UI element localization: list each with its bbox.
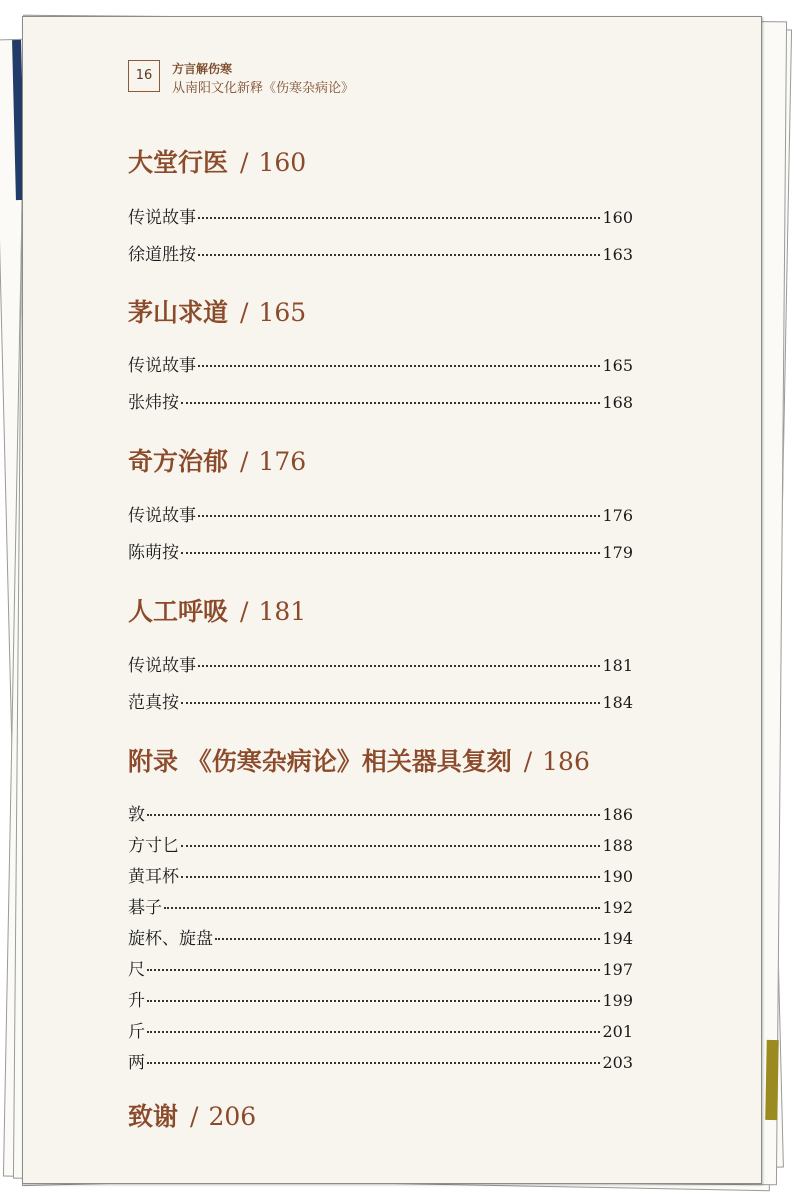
toc-entry[interactable]: 斤 201	[128, 1022, 633, 1042]
dot-leader	[181, 845, 600, 847]
dot-leader	[164, 907, 600, 909]
toc-entry[interactable]: 徐道胜按 163	[128, 245, 633, 265]
toc-entry[interactable]: 范真按 184	[128, 693, 633, 713]
dot-leader	[147, 1000, 600, 1002]
toc-section	[128, 1101, 633, 1133]
document-page	[22, 16, 762, 1184]
dot-leader	[147, 1062, 600, 1064]
toc-entry[interactable]: 传说故事 181	[128, 656, 633, 676]
section-heading[interactable]: 附录 《伤寒杂病论》相关器具复刻 / 186	[128, 747, 590, 776]
toc-entry[interactable]: 尺 197	[128, 960, 633, 980]
toc-entry[interactable]: 两 203	[128, 1053, 633, 1073]
toc-section	[128, 297, 633, 413]
dot-leader	[198, 365, 600, 367]
dot-leader	[198, 217, 600, 219]
book-subtitle: 从南阳文化新释《伤寒杂病论》	[172, 81, 355, 96]
toc-entry[interactable]: 方寸匕 188	[128, 836, 633, 856]
toc-entry[interactable]: 陈萌按 179	[128, 543, 633, 563]
toc-entry[interactable]: 传说故事 176	[128, 506, 633, 526]
dot-leader	[181, 402, 600, 404]
section-heading[interactable]: 茅山求道 / 165	[128, 298, 307, 327]
toc-entry[interactable]: 旋杯、旋盘 194	[128, 929, 633, 949]
toc-entry[interactable]: 升 199	[128, 991, 633, 1011]
dot-leader	[147, 969, 600, 971]
toc-entry[interactable]: 碁子 192	[128, 898, 633, 918]
dot-leader	[147, 1031, 600, 1033]
toc-entry[interactable]: 张炜按 168	[128, 393, 633, 413]
toc-section	[128, 446, 633, 563]
dot-leader	[147, 814, 600, 816]
dot-leader	[181, 552, 600, 554]
dot-leader	[198, 515, 600, 517]
dot-leader	[198, 665, 600, 667]
toc-section	[128, 746, 633, 1073]
section-heading[interactable]: 致谢 / 206	[128, 1102, 257, 1131]
section-heading[interactable]: 大堂行医 / 160	[128, 148, 307, 177]
toc-entry[interactable]: 传说故事 165	[128, 356, 633, 376]
dot-leader	[215, 938, 600, 940]
dot-leader	[181, 702, 600, 704]
toc-section	[128, 596, 633, 713]
toc-entry[interactable]: 黄耳杯 190	[128, 867, 633, 887]
section-heading[interactable]: 人工呼吸 / 181	[128, 597, 307, 626]
toc-entry[interactable]: 传说故事 160	[128, 208, 633, 228]
section-heading[interactable]: 奇方治郁 / 176	[128, 447, 307, 476]
dot-leader	[181, 876, 600, 878]
toc-entry[interactable]: 敦 186	[128, 805, 633, 825]
toc-section	[128, 147, 633, 265]
dot-leader	[198, 254, 600, 256]
page-number-box: 16	[128, 60, 160, 92]
book-title: 方言解伤寒	[172, 62, 233, 76]
cover-edge-strip	[765, 1040, 779, 1120]
